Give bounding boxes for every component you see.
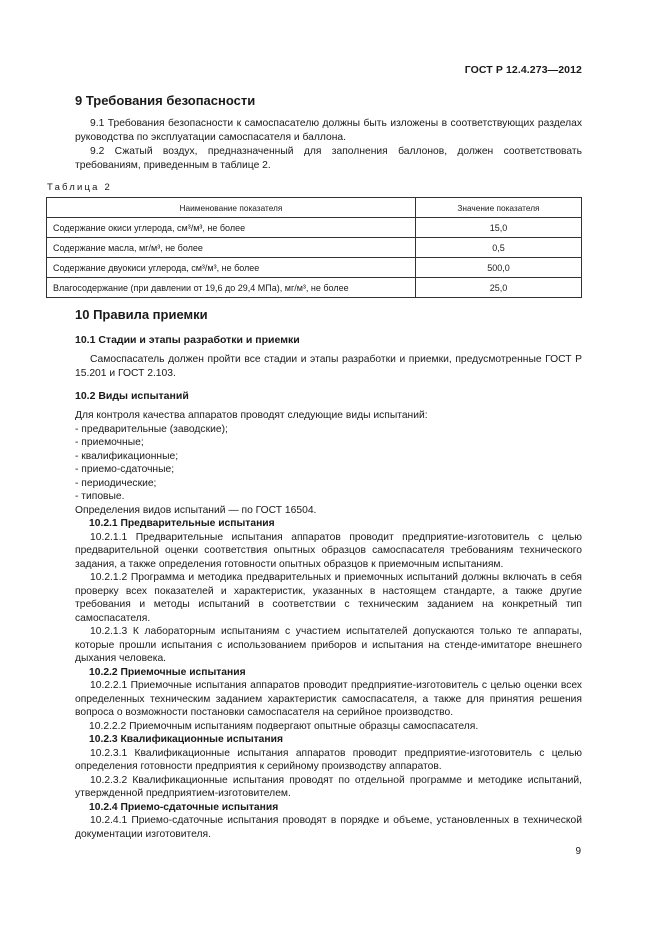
paragraph-10-2-1-3: 10.2.1.3 К лабораторным испытаниям с участием испытателей допускаются только те аппараты, которые прошли испытания с использованием приборов и испытания на стенде-имитаторе внешнего дыхания человека. (75, 626, 582, 664)
row-value: 0,5 (415, 238, 581, 258)
section-10-2-1-title: 10.2.1 Предварительные испытания (89, 518, 275, 529)
row-value: 25,0 (415, 278, 581, 298)
list-item: - приемочные; (75, 437, 144, 448)
row-value: 15,0 (415, 218, 581, 238)
row-name: Влагосодержание (при давлении от 19,6 до 29,4 МПа), мг/м³, не более (47, 278, 416, 298)
table-row (47, 218, 582, 238)
table-row (47, 258, 582, 278)
column-header-value: Значение показателя (415, 198, 581, 218)
paragraph-10-2-1-2: 10.2.1.2 Программа и методика предварительных и приемочных испытаний должны включать в себя проверку всех показателей и характеристик, указанных в настоящем стандарте, а также другие требования и методы испытаний в соответствии с техническим заданием на конкретный тип самоспасателя. (75, 572, 582, 624)
page-number: 9 (575, 846, 581, 857)
paragraph-9-1: 9.1 Требования безопасности к самоспасателю должны быть изложены в соответствующих разделах руководства по эксплуатации самоспасателя и баллона. (75, 118, 582, 143)
list-item: - квалификационные; (75, 450, 179, 462)
list-item: - приемо-сдаточные; (75, 464, 175, 475)
table-2-caption: Таблица 2 (47, 182, 112, 193)
paragraph-10-2-2-2: 10.2.2.2 Приемочным испытаниям подвергают опытные образцы самоспасателя. (89, 720, 479, 732)
row-name: Содержание окиси углерода, см³/м³, не более (47, 218, 416, 238)
table-2 (46, 197, 582, 298)
section-10-title: 10 Правила приемки (75, 307, 208, 322)
test-types-intro: Для контроля качества аппаратов проводят следующие виды испытаний: (75, 410, 428, 421)
section-10-2-title: 10.2 Виды испытаний (75, 390, 189, 402)
paragraph-10-2-3-2: 10.2.3.2 Квалификационные испытания проводят по отдельной программе и методике испытаний, утвержденной предприятием-изготовителем. (75, 774, 582, 799)
table-row (47, 238, 582, 258)
list-item: - предварительные (заводские); (75, 423, 228, 435)
paragraph-10-2-1-1: 10.2.1.1 Предварительные испытания аппаратов проводит предприятие-изготовитель с целью предварительной оценки соответствия опытных образцов самоспасателя требованиям технического задания, а также определения готовности опытных образцов к приемочным испытаниям. (75, 531, 582, 570)
row-name: Содержание масла, мг/м³, не более (47, 238, 416, 258)
paragraph-10-1: Самоспасатель должен пройти все стадии и этапы разработки и приемки, предусмотренные ГОСТ Р 15.201 и ГОСТ 2.103. (75, 354, 582, 379)
section-9-title: 9 Требования безопасности (75, 93, 256, 108)
paragraph-10-2-3-1: 10.2.3.1 Квалификационные испытания аппаратов проводит предприятие-изготовитель с целью определения готовности предприятия к серийному производству аппаратов. (75, 747, 582, 772)
list-item: - периодические; (75, 477, 157, 489)
section-10-2-2-title: 10.2.2 Приемочные испытания (89, 666, 246, 678)
document-header: ГОСТ Р 12.4.273—2012 (464, 64, 582, 76)
table-header-row (47, 198, 582, 218)
section-10-2-3-title: 10.2.3 Квалификационные испытания (89, 734, 283, 745)
test-types-definition: Определения видов испытаний — по ГОСТ 16504. (75, 504, 317, 516)
row-value: 500,0 (415, 258, 581, 278)
list-item: - типовые. (75, 491, 125, 502)
column-header-name: Наименование показателя (47, 198, 416, 218)
row-name: Содержание двуокиси углерода, см³/м³, не более (47, 258, 416, 278)
section-10-2-4-title: 10.2.4 Приемо-сдаточные испытания (89, 801, 279, 813)
paragraph-10-2-2-1: 10.2.2.1 Приемочные испытания аппаратов проводит предприятие-изготовитель с целью оценки всех определенных техническим заданием характеристик самоспасателя, а также для принятия решения вопроса о возможности постановки самоспасателя на серийное производство. (75, 680, 582, 718)
table-row (47, 278, 582, 298)
section-10-1-title: 10.1 Стадии и этапы разработки и приемки (75, 334, 300, 346)
paragraph-9-2: 9.2 Сжатый воздух, предназначенный для заполнения баллонов, должен соответствовать требованиям, приведенным в таблице 2. (75, 146, 582, 171)
paragraph-10-2-4-1: 10.2.4.1 Приемо-сдаточные испытания проводят в порядке и объеме, установленных в технической документации изготовителя. (75, 815, 582, 840)
